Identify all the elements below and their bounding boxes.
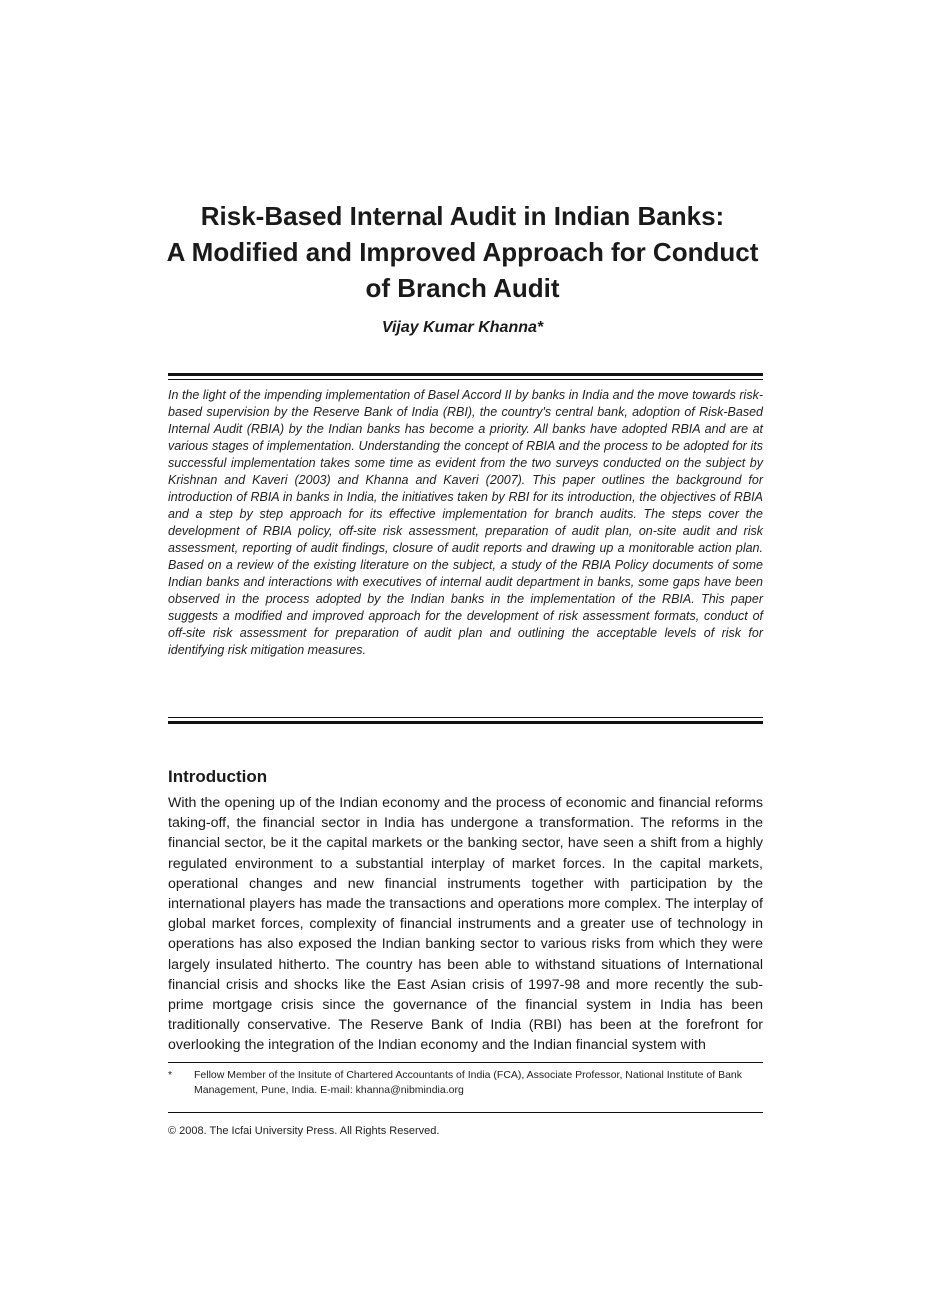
footnote-mark: * (168, 1069, 173, 1081)
footnote-separator (168, 1062, 763, 1063)
copyright-notice: © 2008. The Icfai University Press. All Rights Reserved. (168, 1125, 440, 1137)
author-name: Vijay Kumar Khanna* (381, 319, 544, 336)
abstract-text: In the light of the impending implementation of Basel Accord II by banks in India and the move towards risk-based supervision by the Reserve Bank of India (RBI), the country's central bank, adoption of Risk-Based Internal Audit (RBIA) by the Indian banks has become a priority. All banks have adopted RBIA and are at various stages of implementation. Understanding the concept of RBIA and the process to be adopted for its successful implementation takes some time as evident from the two surveys conducted on the subject by Krishnan and Kaveri (2003) and Khanna and Kaveri (2007). This paper outlines the background for introduction of RBIA in banks in India, the initiatives taken by RBI for its introduction, the objectives of RBIA and a step by step approach for its effective implementation for branch audits. The steps cover the development of RBIA policy, off-site risk assessment, preparation of audit plan, on-site audit and risk assessment, reporting of audit findings, closure of audit reports and drawing up a monitorable action plan. Based on a review of the existing literature on the subject, a study of the RBIA Policy documents of some Indian banks and interactions with executives of internal audit department in banks, some gaps have been observed in the process adopted by the Indian banks in the implementation of the RBIA. This paper suggests a modified and improved approach for the development of risk assessment formats, conduct of off-site risk assessment for preparation of audit plan and outlining the acceptable levels of risk for identifying risk mitigation measures. (168, 388, 763, 657)
footnote (168, 1068, 763, 1098)
abstract-bottom-rule-thick (168, 721, 763, 724)
paper-title (160, 198, 765, 306)
abstract-top-rule-thin (168, 379, 763, 380)
title-line-3: of Branch Audit (365, 273, 560, 303)
copyright-separator (168, 1112, 763, 1113)
title-line-1: Risk-Based Internal Audit in Indian Banks: (200, 201, 725, 231)
introduction-body: With the opening up of the Indian economy and the process of economic and financial reforms taking-off, the financial sector in India has undergone a transformation. The reforms in the financial sector, be it the capital markets or the banking sector, have seen a shift from a highly regulated environment to a substantial interplay of market forces. In the capital markets, operational changes and new financial instruments together with participation by the international players has made the transactions and operations more complex. The interplay of global market forces, complexity of financial instruments and a greater use of technology in operations has also exposed the Indian banking sector to various risks from which they were largely insulated hitherto. The country has been able to withstand situations of International financial crisis and shocks like the East Asian crisis of 1997-98 and more recently the sub-prime mortgage crisis since the governance of the financial system in India has been traditionally conservative. The Reserve Bank of India (RBI) has been at the forefront for overlooking the integration of the Indian economy and the Indian financial system with (168, 795, 763, 1054)
abstract-top-rule-thick (168, 373, 763, 376)
footnote-text: Fellow Member of the Insitute of Chartered Accountants of India (FCA), Associate Professor, National Institute of Bank Management, Pune, India. E-mail: khanna@nibmindia.org (194, 1069, 743, 1096)
section-heading-introduction: Introduction (168, 767, 268, 786)
title-line-2: A Modified and Improved Approach for Conduct (166, 237, 759, 267)
abstract-bottom-rule-thin (168, 717, 763, 718)
